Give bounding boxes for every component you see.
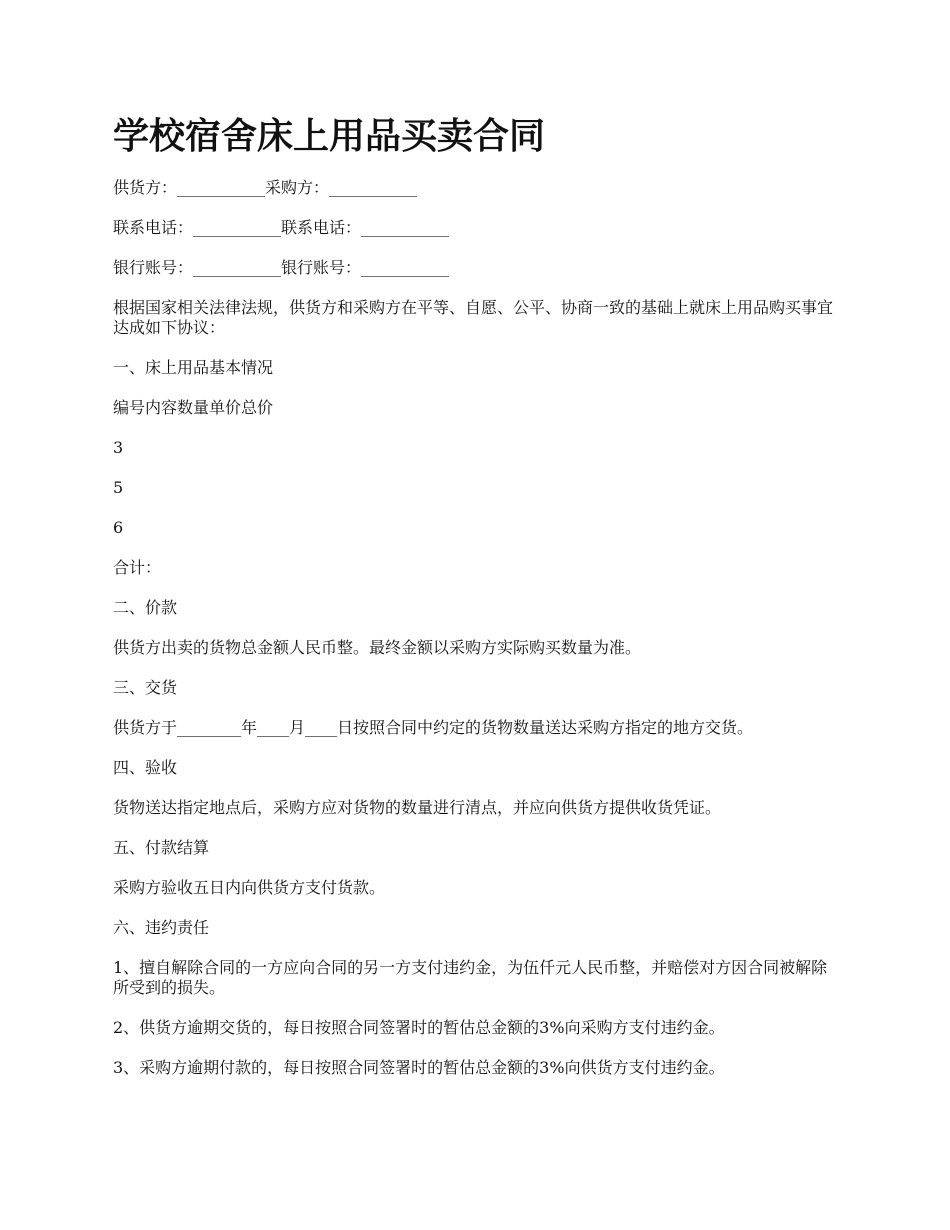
- section-heading-5: 五、付款结算: [113, 838, 210, 857]
- total-line: 合计：: [113, 558, 162, 577]
- section-heading-1: 一、床上用品基本情况: [113, 358, 274, 377]
- section-heading-6: 六、违约责任: [113, 918, 210, 937]
- payment-paragraph: 采购方验收五日内向供货方支付货款。: [113, 878, 386, 897]
- row-number-3: 3: [113, 438, 124, 457]
- phone-line: 联系电话：___________联系电话：___________: [113, 218, 450, 237]
- parties-line: 供货方：___________采购方：___________: [113, 178, 418, 197]
- document-title: 学校宿舍床上用品买卖合同: [113, 115, 546, 157]
- section-heading-4: 四、验收: [113, 758, 178, 777]
- liability-clause-2: 2、供货方逾期交货的，每日按照合同签署时的暂估总金额的3%向采购方支付违约金。: [113, 1018, 725, 1037]
- price-paragraph: 供货方出卖的货物总金额人民币整。最终金额以采购方实际购买数量为准。: [113, 638, 642, 657]
- section-heading-3: 三、交货: [113, 678, 178, 697]
- liability-clause-1: 1、擅自解除合同的一方应向合同的另一方支付违约金，为伍仟元人民币整，并赔偿对方因合同被解除所受到的损失。: [113, 958, 828, 997]
- table-header-text: 编号内容数量单价总价: [113, 398, 274, 417]
- row-number-6: 6: [113, 518, 124, 537]
- preamble-paragraph: 根据国家相关法律法规，供货方和采购方在平等、自愿、公平、协商一致的基础上就床上用品购买事宜达成如下协议：: [113, 298, 834, 337]
- liability-clause-3: 3、采购方逾期付款的，每日按照合同签署时的暂估总金额的3%向供货方支付违约金。: [113, 1058, 725, 1077]
- row-number-5: 5: [113, 478, 124, 497]
- delivery-paragraph: 供货方于________年____月____日按照合同中约定的货物数量送达采购方指定的地方交货。: [113, 718, 754, 737]
- bank-account-line: 银行账号：___________银行账号：___________: [113, 258, 450, 277]
- section-heading-2: 二、价款: [113, 598, 178, 617]
- document-page: [113, 112, 843, 1098]
- acceptance-paragraph: 货物送达指定地点后，采购方应对货物的数量进行清点，并应向供货方提供收货凭证。: [113, 798, 722, 817]
